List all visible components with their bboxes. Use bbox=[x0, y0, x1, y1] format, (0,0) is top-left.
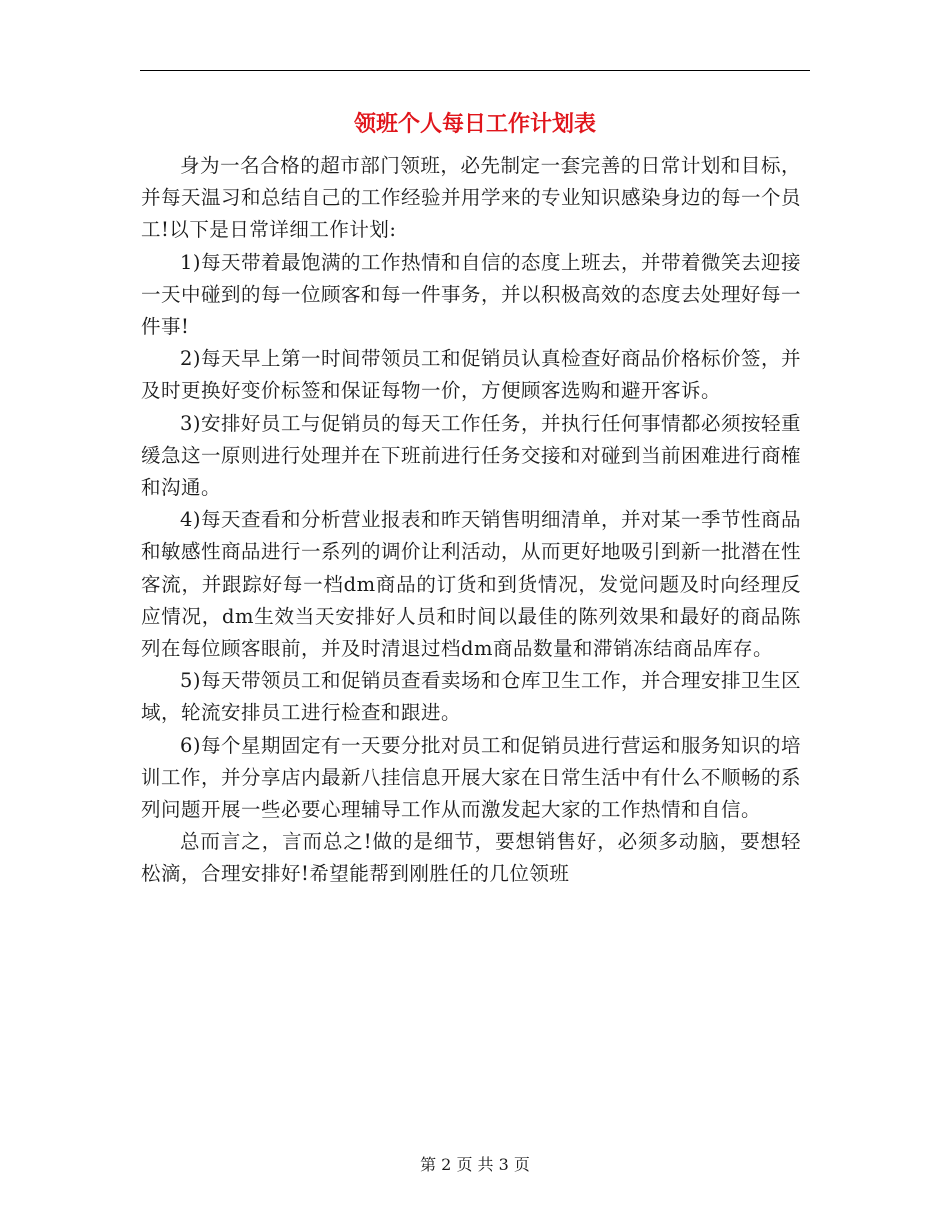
paragraph-conclusion: 总而言之，言而总之!做的是细节，要想销售好，必须多动脑，要想轻松滴，合理安排好!希望能帮到刚胜任的几位领班 bbox=[141, 830, 801, 886]
paragraph-item-2: 2)每天早上第一时间带领员工和促销员认真检查好商品价格标价签，并及时更换好变价标签和保证每物一价，方便顾客选购和避开客诉。 bbox=[141, 347, 802, 403]
paragraph-item-5: 5)每天带领员工和促销员查看卖场和仓库卫生工作，并合理安排卫生区域，轮流安排员工进行检查和跟进。 bbox=[141, 669, 802, 725]
paragraph-item-3: 3)安排好员工与促销员的每天工作任务，并执行任何事情都必须按轻重缓急这一原则进行处理并在下班前进行任务交接和对碰到当前困难进行商榷和沟通。 bbox=[141, 411, 802, 500]
header-rule bbox=[140, 70, 810, 71]
paragraph-item-1: 1)每天带着最饱满的工作热情和自信的态度上班去，并带着微笑去迎接一天中碰到的每一位顾客和每一件事务，并以积极高效的态度去处理好每一件事! bbox=[141, 250, 802, 339]
document-body bbox=[141, 150, 801, 891]
page-footer bbox=[0, 1155, 950, 1175]
paragraph-item-4: 4)每天查看和分析营业报表和昨天销售明细清单，并对某一季节性商品和敏感性商品进行一系列的调价让利活动，从而更好地吸引到新一批潜在性客流，并跟踪好每一档dm商品的订货和到货情况，发觉问题及时向经理反应情况，dm生效当天安排好人员和时间以最佳的陈列效果和最好的商品陈列在每位顾客眼前，并及时清退过档dm商品数量和滞销冻结商品库存。 bbox=[141, 508, 802, 661]
paragraph-item-6: 6)每个星期固定有一天要分批对员工和促销员进行营运和服务知识的培训工作，并分享店内最新八挂信息开展大家在日常生活中有什么不顺畅的系列问题开展一些必要心理辅导工作从而激发起大家的工作热情和自信。 bbox=[141, 733, 802, 822]
paragraph-intro: 身为一名合格的超市部门领班，必先制定一套完善的日常计划和目标，并每天温习和总结自己的工作经验并用学来的专业知识感染身边的每一个员工!以下是日常详细工作计划: bbox=[141, 154, 802, 242]
page-title: 领班个人每日工作计划表 bbox=[353, 111, 596, 137]
page-number-text: 第 2 页 共 3 页 bbox=[420, 1155, 530, 1174]
